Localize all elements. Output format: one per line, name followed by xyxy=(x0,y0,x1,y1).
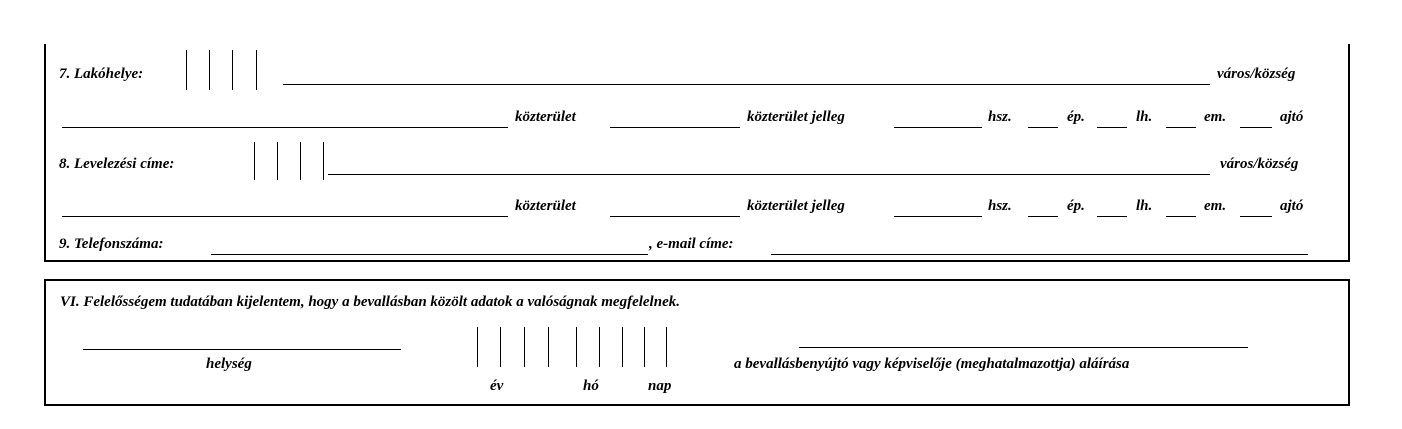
residence-building-field[interactable] xyxy=(1028,127,1058,128)
mailing-building-field[interactable] xyxy=(1028,216,1058,217)
email-field[interactable] xyxy=(771,254,1308,255)
residence-staircase-label: lh. xyxy=(1136,109,1153,125)
email-label: , e-mail címe: xyxy=(649,236,734,252)
mailing-door-label: ajtó xyxy=(1280,198,1304,214)
mailing-street-field[interactable] xyxy=(62,216,508,217)
mailing-street-type-label: közterület jelleg xyxy=(747,198,845,214)
declaration-statement: VI. Felelősségem tudatában kijelentem, hogy a bevallásban közölt adatok a valóságnak megfelelnek. xyxy=(60,294,680,310)
mailing-number-label: hsz. xyxy=(988,198,1012,214)
residence-building-label: ép. xyxy=(1067,109,1085,125)
mailing-street-label: közterület xyxy=(515,198,576,214)
residence-staircase-field[interactable] xyxy=(1097,127,1127,128)
mailing-staircase-field[interactable] xyxy=(1097,216,1127,217)
phone-field[interactable] xyxy=(211,254,648,255)
mailing-floor-field[interactable] xyxy=(1166,216,1196,217)
place-field[interactable] xyxy=(83,349,401,350)
residence-street-type-field[interactable] xyxy=(610,127,740,128)
mailing-city-field[interactable] xyxy=(328,174,1210,175)
mailing-door-field[interactable] xyxy=(1240,216,1272,217)
residence-street-field[interactable] xyxy=(62,127,508,128)
residence-street-label: közterület xyxy=(515,109,576,125)
phone-label: 9. Telefonszáma: xyxy=(59,236,164,252)
place-label: helység xyxy=(206,356,252,372)
residence-city-suffix: város/község xyxy=(1217,66,1296,82)
mailing-floor-label: em. xyxy=(1204,198,1227,214)
residence-label: 7. Lakóhelye: xyxy=(59,66,144,82)
mailing-city-suffix: város/község xyxy=(1220,156,1299,172)
mailing-staircase-label: lh. xyxy=(1136,198,1153,214)
mailing-label: 8. Levelezési címe: xyxy=(59,156,175,172)
month-label: hó xyxy=(583,378,599,394)
day-label: nap xyxy=(648,378,672,394)
residence-floor-field[interactable] xyxy=(1166,127,1196,128)
residence-floor-label: em. xyxy=(1204,109,1227,125)
signature-label: a bevallásbenyújtó vagy képviselője (meghatalmazottja) aláírása xyxy=(734,356,1130,372)
residence-number-field[interactable] xyxy=(894,127,982,128)
mailing-number-field[interactable] xyxy=(894,216,982,217)
residence-door-label: ajtó xyxy=(1280,109,1304,125)
signature-field[interactable] xyxy=(799,347,1248,348)
mailing-building-label: ép. xyxy=(1067,198,1085,214)
residence-street-type-label: közterület jelleg xyxy=(747,109,845,125)
year-label: év xyxy=(490,378,504,394)
residence-door-field[interactable] xyxy=(1240,127,1272,128)
residence-number-label: hsz. xyxy=(988,109,1012,125)
mailing-street-type-field[interactable] xyxy=(610,216,740,217)
residence-city-field[interactable] xyxy=(283,84,1210,85)
address-section xyxy=(44,44,1350,262)
